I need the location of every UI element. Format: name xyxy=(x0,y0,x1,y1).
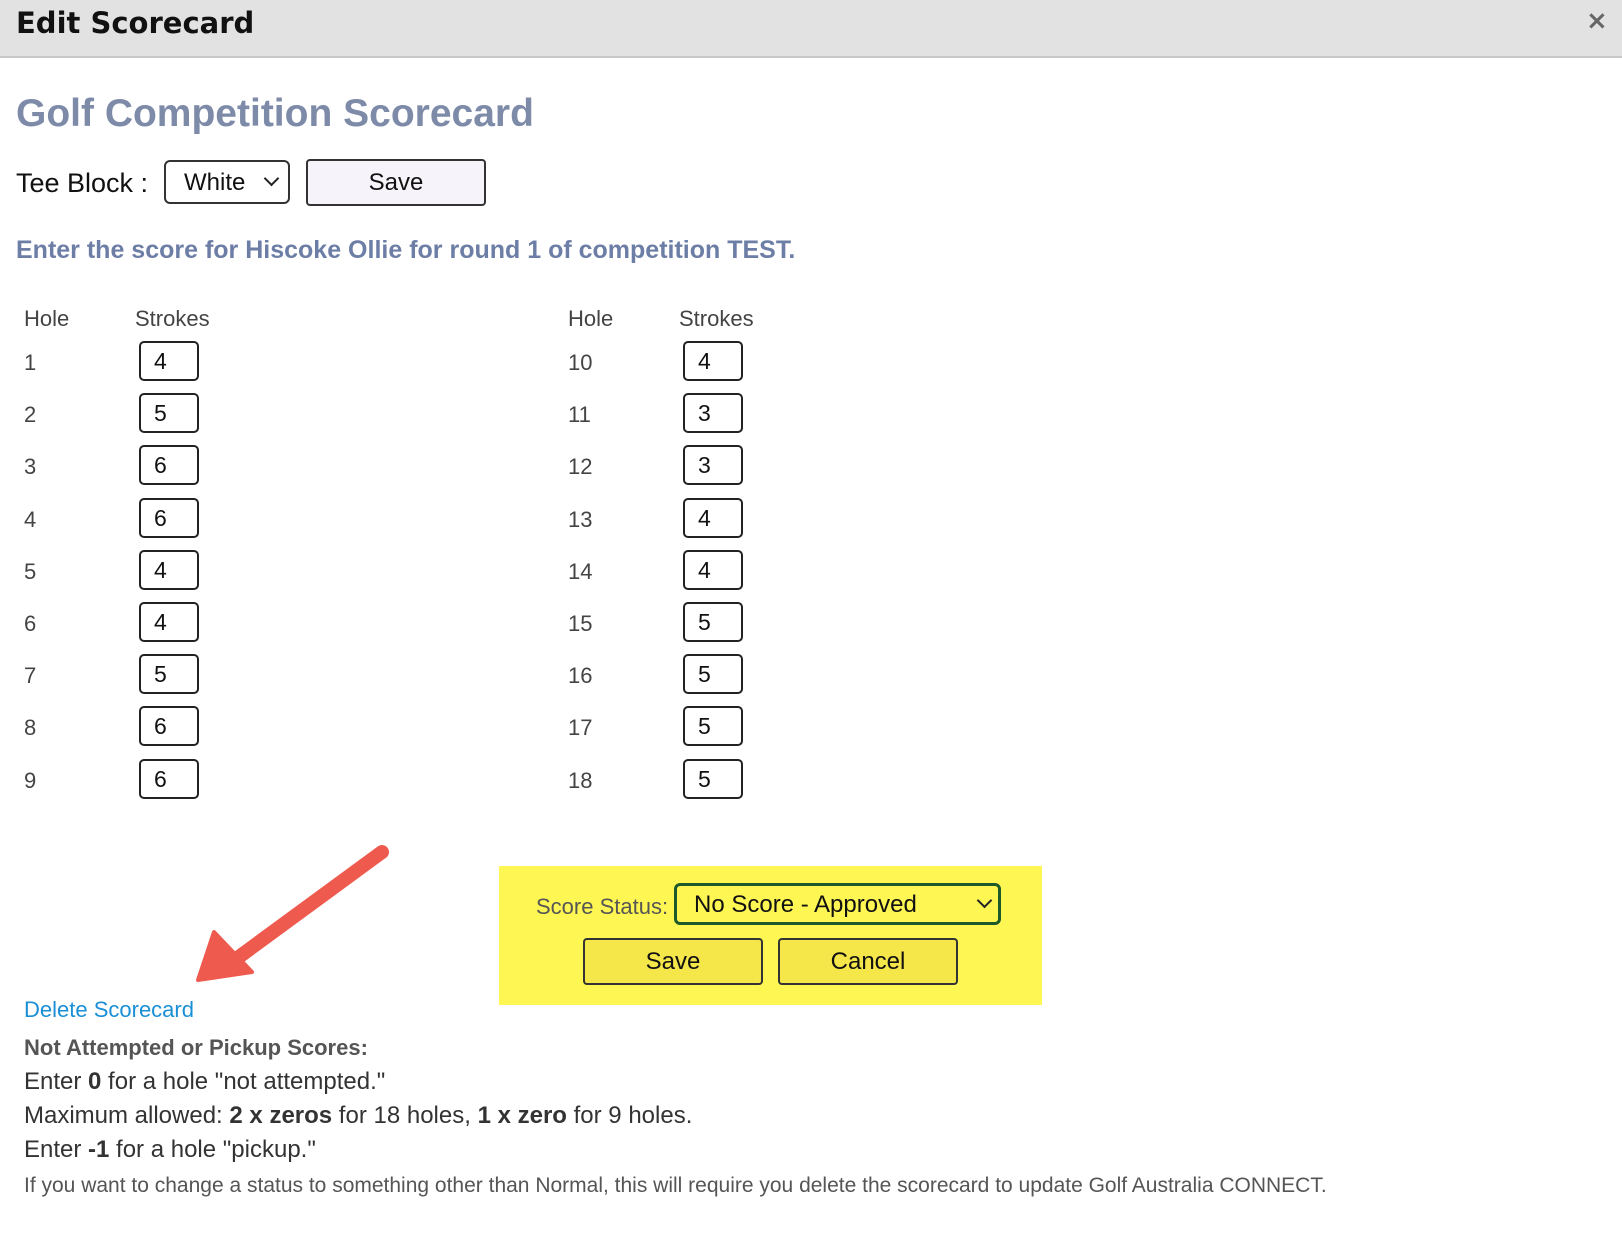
score-row xyxy=(0,602,1622,654)
hole-number: 10 xyxy=(568,350,593,375)
strokes-input[interactable]: 5 xyxy=(683,706,743,746)
tee-block-save-button[interactable]: Save xyxy=(306,159,486,206)
strokes-input[interactable]: 3 xyxy=(683,445,743,485)
hole-number: 12 xyxy=(568,454,593,480)
strokes-input[interactable]: 4 xyxy=(139,341,199,381)
page-title: Golf Competition Scorecard xyxy=(16,92,534,135)
tee-block-label: Tee Block : xyxy=(16,168,149,198)
info-maximum-allowed: Maximum allowed: 2 x zeros for 18 holes, 1 x zero for 9 holes. xyxy=(24,1102,693,1129)
score-row xyxy=(0,550,1622,602)
score-status-value: No Score - Approved xyxy=(694,891,917,918)
hole-number: 3 xyxy=(24,454,37,480)
chevron-down-icon xyxy=(977,893,993,909)
close-icon[interactable]: × xyxy=(1586,6,1608,36)
delete-scorecard-link[interactable]: Delete Scorecard xyxy=(24,997,194,1022)
strokes-input[interactable]: 6 xyxy=(139,445,199,485)
hole-number: 17 xyxy=(568,715,593,741)
strokes-input[interactable]: 5 xyxy=(139,654,199,694)
score-row xyxy=(0,445,1622,497)
hole-number: 13 xyxy=(568,506,593,532)
strokes-input[interactable]: 5 xyxy=(139,393,199,433)
strokes-input[interactable]: 4 xyxy=(683,550,743,590)
chevron-down-icon xyxy=(264,171,280,187)
strokes-input[interactable]: 5 xyxy=(683,602,743,642)
score-row xyxy=(0,393,1622,445)
score-row xyxy=(0,759,1622,811)
back-hole-header: Hole xyxy=(568,306,614,331)
score-status-panel xyxy=(499,866,1042,1005)
hole-number: 8 xyxy=(24,715,37,741)
strokes-input[interactable]: 6 xyxy=(139,706,199,746)
strokes-input[interactable]: 5 xyxy=(683,759,743,799)
score-row xyxy=(0,341,1622,393)
score-status-select[interactable] xyxy=(674,883,1001,925)
strokes-input[interactable]: 6 xyxy=(139,759,199,799)
hole-number: 9 xyxy=(24,767,37,793)
hole-number: 14 xyxy=(568,558,593,584)
hole-number: 6 xyxy=(24,611,37,636)
strokes-input[interactable]: 5 xyxy=(683,654,743,694)
strokes-input[interactable]: 4 xyxy=(683,498,743,538)
tee-block-select[interactable] xyxy=(164,160,290,204)
dialog-title: Edit Scorecard xyxy=(16,6,255,40)
info-footnote: If you want to change a status to something other than Normal, this will require you delete the scorecard to update Golf Australia CONNECT. xyxy=(24,1174,1327,1197)
score-row xyxy=(0,706,1622,758)
strokes-input[interactable]: 3 xyxy=(683,393,743,433)
info-pickup: Enter -1 for a hole "pickup." xyxy=(24,1136,316,1163)
info-heading: Not Attempted or Pickup Scores: xyxy=(24,1035,368,1060)
cancel-button[interactable]: Cancel xyxy=(778,938,958,985)
info-not-attempted: Enter 0 for a hole "not attempted." xyxy=(24,1068,386,1095)
hole-number: 18 xyxy=(568,767,593,793)
save-button[interactable]: Save xyxy=(583,938,763,985)
hole-number: 11 xyxy=(568,402,591,428)
hole-number: 4 xyxy=(24,506,37,532)
hole-number: 5 xyxy=(24,558,37,584)
instruction-text: Enter the score for Hiscoke Ollie for round 1 of competition TEST. xyxy=(16,236,796,264)
score-status-label: Score Status: xyxy=(536,894,669,919)
front-strokes-header: Strokes xyxy=(135,306,210,331)
hole-number: 7 xyxy=(24,663,37,689)
strokes-input[interactable]: 4 xyxy=(139,602,199,642)
strokes-input[interactable]: 6 xyxy=(139,498,199,538)
front-hole-header: Hole xyxy=(24,306,70,331)
strokes-input[interactable]: 4 xyxy=(683,341,743,381)
score-row xyxy=(0,654,1622,706)
strokes-input[interactable]: 4 xyxy=(139,550,199,590)
dialog-titlebar xyxy=(0,0,1622,58)
tee-block-value: White xyxy=(184,169,246,196)
score-row xyxy=(0,498,1622,550)
red-arrow-annotation xyxy=(190,840,400,990)
hole-number: 15 xyxy=(568,611,593,636)
hole-number: 2 xyxy=(24,402,37,428)
hole-number: 1 xyxy=(24,350,37,375)
hole-number: 16 xyxy=(568,663,593,689)
back-strokes-header: Strokes xyxy=(679,306,754,331)
